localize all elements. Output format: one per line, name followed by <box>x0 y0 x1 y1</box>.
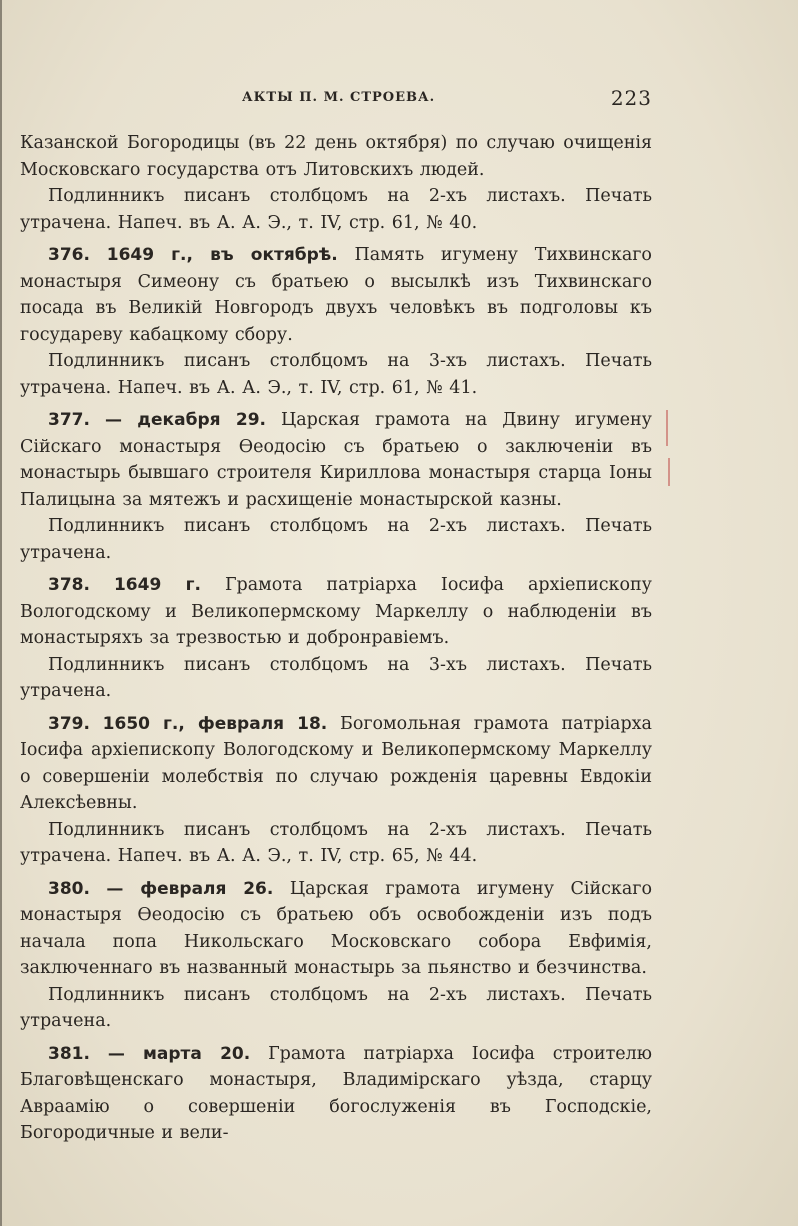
entry-text: Царская грамота игумену Сійскаго монастыря Ѳеодосію съ братьею объ освобожденіи изъ подъ начала попа Никольскаго Московскаго собора Евфимія, заключеннаго въ названный монастырь за пьянство и безчинства. <box>20 878 652 978</box>
entry-378-note: Подлинникъ писанъ столбцомъ на 3-хъ листахъ. Печать утрачена. <box>20 654 652 701</box>
entry-text: Грамота патріарха Іосифа архіепископу Вологодскому и Великопермскому Маркеллу о наблюденіи въ монастыряхъ за трезвостью и добронравіемъ. <box>20 575 652 648</box>
entry-number: 377. <box>48 410 90 430</box>
page-body <box>20 130 652 1147</box>
running-head: АКТЫ П. М. СТРОЕВА. <box>242 90 436 105</box>
entry-date: — февраля 26. <box>106 878 274 899</box>
entry-377-note: Подлинникъ писанъ столбцомъ на 2-хъ листахъ. Печать утрачена. <box>20 516 652 563</box>
entry-376 <box>20 242 652 348</box>
page-header <box>20 86 652 112</box>
margin-pencil-mark <box>666 410 668 446</box>
entry-380 <box>20 876 652 982</box>
intro-note: Подлинникъ писанъ столбцомъ на 2-хъ листахъ. Печать утрачена. Напеч. въ А. А. Э., т. IV, стр. 61, № 40. <box>20 186 652 233</box>
entry-text: Царская грамота на Двину игумену Сійскаго монастыря Ѳеодосію съ братьею о заключеніи въ монастырь бывшаго строителя Кириллова монастыря старца Іоны Палицына за мятежъ и расхищеніе монастырской казны. <box>20 410 652 510</box>
entry-date: 1649 г. <box>113 575 201 595</box>
entry-376-note: Подлинникъ писанъ столбцомъ на 3-хъ листахъ. Печать утрачена. Напеч. въ А. А. Э., т. IV, стр. 61, № 41. <box>20 351 652 398</box>
entry-date: 1649 г., въ октябрѣ. <box>106 245 338 265</box>
entry-text: Грамота патріарха Іосифа строителю Благовѣщенскаго монастыря, Владимірскаго уѣзда, старцу Авраамію о совершеніи богослуженія въ Господскіе, Богородичные и вели- <box>20 1043 652 1143</box>
entry-378 <box>20 572 652 652</box>
entry-date: — декабря 29. <box>104 410 266 430</box>
entry-380-note: Подлинникъ писанъ столбцомъ на 2-хъ листахъ. Печать утрачена. <box>20 984 652 1031</box>
intro-text: Казанской Богородицы (въ 22 день октября) по случаю очищенія Московскаго государства отъ Литовскихъ людей. <box>20 133 652 180</box>
entry-381 <box>20 1041 652 1147</box>
entry-number: 378. <box>48 575 90 595</box>
entry-number: 381. <box>48 1043 90 1064</box>
entry-text: Память игумену Тихвинскаго монастыря Симеону съ братьею о высылкѣ изъ Тихвинскаго посада въ Великій Новгородъ двухъ человѣкъ въ подголовы къ государеву кабацкому сбору. <box>20 245 652 345</box>
entry-number: 379. <box>48 713 90 734</box>
entry-number: 376. <box>48 245 90 265</box>
entry-date: 1650 г., февраля 18. <box>102 713 328 734</box>
page-edge-shadow <box>0 0 2 1226</box>
entry-date: — марта 20. <box>107 1043 251 1064</box>
page-number: 223 <box>610 86 652 110</box>
entry-number: 380. <box>48 878 90 899</box>
entry-379-note: Подлинникъ писанъ столбцомъ на 2-хъ листахъ. Печать утрачена. Напеч. въ А. А. Э., т. IV, стр. 65, № 44. <box>20 819 652 866</box>
margin-pencil-mark <box>668 458 670 486</box>
entry-379 <box>20 711 652 817</box>
entry-text: Богомольная грамота патріарха Іосифа архіепископу Вологодскому и Великопермскому Маркеллу о совершеніи молебствія по случаю рожденія царевны Евдокіи Алексѣевны. <box>20 713 652 813</box>
entry-377 <box>20 407 652 513</box>
